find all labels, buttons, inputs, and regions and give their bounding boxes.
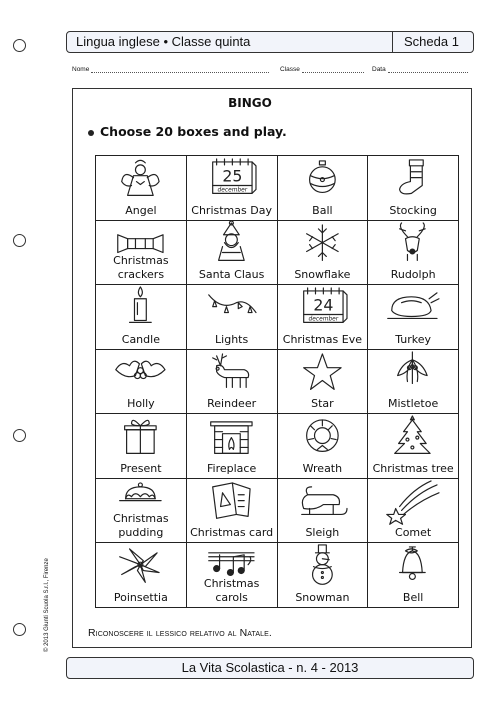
binder-hole [13,429,26,442]
bingo-cell-label: Wreath [302,461,343,475]
worksheet-title: BINGO [228,96,272,110]
bingo-cell[interactable] [186,155,278,221]
date-label: Data [372,66,386,73]
bingo-cell[interactable] [95,349,187,415]
bingo-cell[interactable] [95,542,187,608]
instruction [88,124,287,139]
bingo-cell-label: Rudolph [390,268,436,282]
bingo-cell[interactable] [95,413,187,479]
bingo-cell-label: Snowman [295,590,350,604]
bingo-cell[interactable] [277,220,369,286]
bingo-cell-label: Christmas Day [191,203,272,217]
bingo-cell-label: Bell [402,590,424,604]
bingo-cell[interactable] [95,478,187,544]
bingo-cell-label: Ball [312,203,333,217]
calendar-day: 24 [312,295,333,315]
bingo-cell[interactable] [186,478,278,544]
bingo-cell-label: Holly [127,397,155,411]
calendar-day: 25 [222,166,243,186]
subject-title: Lingua inglese • Classe quinta [76,34,251,49]
bingo-cell[interactable] [367,284,459,350]
bingo-cell[interactable] [277,284,369,350]
class-field[interactable] [280,66,364,73]
bingo-cell[interactable] [95,220,187,286]
bingo-cell[interactable] [367,220,459,286]
bingo-cell-label: Christmas pudding [113,512,169,540]
name-label: Nome [72,66,90,73]
bingo-cell-label: Turkey [395,332,432,346]
class-label: Classe [280,66,300,73]
bingo-cell-label: Candle [121,332,160,346]
bingo-cell-label: Christmas card [190,526,274,540]
bingo-cell[interactable] [186,284,278,350]
name-field[interactable] [72,66,269,73]
bingo-cell[interactable] [367,349,459,415]
magazine-issue: La Vita Scolastica - n. 4 - 2013 [181,660,359,675]
bingo-cell-label: Present [120,461,162,475]
bingo-cell[interactable] [367,478,459,544]
calendar-month: december [307,316,338,323]
learning-objective: Riconoscere il lessico relativo al Natale. [88,627,272,639]
sheet-number: Scheda 1 [404,34,459,49]
bingo-cell-label: Stocking [389,203,437,217]
bingo-cell-label: Christmas carols [203,576,260,604]
bingo-cell-label: Reindeer [207,397,257,411]
bingo-cell[interactable] [186,220,278,286]
bingo-cell-label: Christmas crackers [113,254,169,282]
bingo-cell-label: Christmas Eve [282,332,362,346]
student-fields [72,66,472,78]
bingo-cell-label: Star [311,397,334,411]
bingo-cell[interactable] [277,542,369,608]
instruction-text: Choose 20 boxes and play. [100,124,287,139]
bingo-cell[interactable] [367,413,459,479]
bingo-cell-label: Comet [395,526,432,540]
bingo-cell[interactable] [367,155,459,221]
bingo-cell[interactable] [367,542,459,608]
calendar-month: december [217,187,247,194]
copyright-notice: © 2013 Giunti Scuola S.r.l., Firenze [44,558,50,652]
bingo-cell-label: Angel [125,203,157,217]
bingo-cell-label: Santa Claus [198,268,265,282]
bingo-cell[interactable] [95,155,187,221]
bingo-cell[interactable] [186,349,278,415]
bingo-cell-label: Fireplace [207,461,257,475]
bingo-cell-label: Sleigh [305,526,340,540]
bingo-cell[interactable] [186,542,278,608]
bingo-grid [95,155,458,607]
bullet-icon [88,130,94,136]
binder-hole [13,623,26,636]
bingo-cell[interactable] [277,478,369,544]
bingo-cell[interactable] [277,155,369,221]
bingo-cell-label: Lights [215,332,249,346]
bingo-cell[interactable] [95,284,187,350]
bingo-cell-label: Christmas tree [372,461,454,475]
bingo-cell-label: Snowflake [294,268,351,282]
binder-hole [13,234,26,247]
footer-bar [66,657,474,679]
bingo-cell[interactable] [277,349,369,415]
header-divider [392,32,393,52]
binder-hole [13,39,26,52]
bingo-cell[interactable] [186,413,278,479]
date-field[interactable] [372,66,468,73]
bingo-cell-label: Poinsettia [113,590,168,604]
bingo-cell[interactable] [277,413,369,479]
bingo-cell-label: Mistletoe [388,397,439,411]
